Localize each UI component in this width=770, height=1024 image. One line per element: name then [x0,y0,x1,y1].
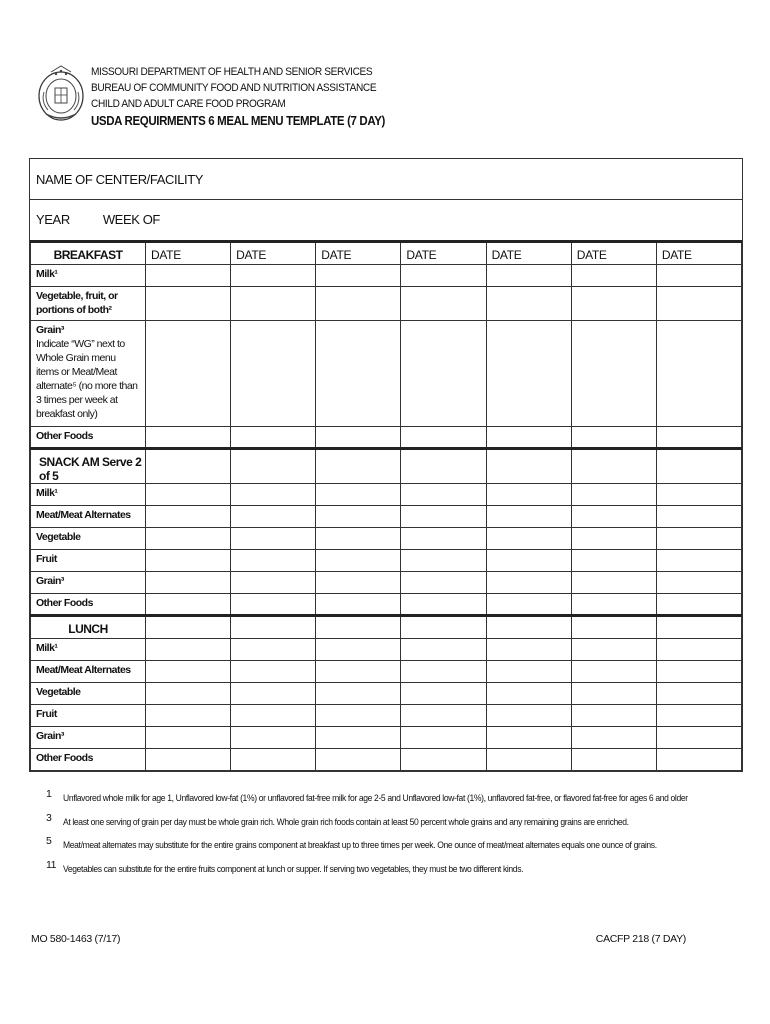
year-field-label[interactable]: YEAR [36,212,70,227]
form-header [91,64,385,130]
footnote [46,859,746,883]
row-label: Other Foods [31,594,146,616]
menu-cell[interactable] [146,506,231,528]
menu-cell[interactable] [656,321,741,427]
snack-title: SNACK AM Serve 2 of 5 [31,449,146,484]
table-row [31,265,742,287]
program-name: CHILD AND ADULT CARE FOOD PROGRAM [91,98,286,110]
menu-cell[interactable] [231,705,316,727]
menu-cell[interactable] [571,528,656,550]
menu-cell[interactable] [146,683,231,705]
menu-cell[interactable] [571,427,656,449]
menu-cell[interactable] [231,639,316,661]
menu-cell[interactable] [316,727,401,749]
facility-name-field[interactable] [30,159,742,200]
menu-cell[interactable] [571,727,656,749]
menu-cell[interactable] [146,484,231,506]
footnote-number: 3 [46,811,52,824]
date-header[interactable]: DATE [231,242,316,265]
menu-cell[interactable] [146,661,231,683]
menu-cell[interactable] [316,265,401,287]
menu-cell[interactable] [401,484,486,506]
menu-cell[interactable] [231,528,316,550]
menu-cell[interactable] [486,287,571,321]
row-label: Vegetable [31,528,146,550]
footnote-number: 5 [46,835,52,847]
table-row [31,661,742,683]
menu-cell[interactable] [401,749,486,771]
breakfast-header-row [31,242,742,265]
menu-cell[interactable] [231,594,316,616]
menu-cell[interactable] [401,506,486,528]
menu-cell[interactable] [231,727,316,749]
grain-label: Grain³ [36,324,64,336]
table-row [31,287,742,321]
table-row [31,528,742,550]
date-header[interactable]: DATE [486,242,571,265]
menu-cell[interactable] [316,427,401,449]
menu-cell[interactable] [571,661,656,683]
row-label: Vegetable [31,683,146,705]
row-label: Vegetable, fruit, or portions of both² [31,287,146,321]
menu-cell[interactable] [656,528,741,550]
row-label: Other Foods [31,749,146,771]
menu-cell[interactable] [571,506,656,528]
menu-cell[interactable] [656,749,741,771]
menu-cell[interactable] [401,321,486,427]
menu-cell[interactable] [146,594,231,616]
menu-cell[interactable] [401,572,486,594]
menu-cell[interactable] [486,528,571,550]
menu-cell[interactable] [401,727,486,749]
menu-cell[interactable] [656,572,741,594]
menu-cell[interactable] [486,572,571,594]
table-row [31,727,742,749]
menu-cell[interactable] [571,321,656,427]
menu-cell[interactable] [316,705,401,727]
menu-cell[interactable] [401,550,486,572]
date-header[interactable]: DATE [571,242,656,265]
table-row [31,683,742,705]
menu-cell[interactable] [571,705,656,727]
row-label: Fruit [31,550,146,572]
table-row [31,705,742,727]
menu-cell[interactable] [146,287,231,321]
menu-cell[interactable] [146,639,231,661]
menu-cell[interactable] [316,550,401,572]
facility-name-label: NAME OF CENTER/FACILITY [36,172,204,187]
menu-cell[interactable] [146,705,231,727]
menu-cell[interactable] [571,484,656,506]
form-title: USDA REQUIRMENTS 6 MEAL MENU TEMPLATE (7 DAY) [91,114,385,128]
menu-cell[interactable] [231,427,316,449]
row-label: Grain³ [31,572,146,594]
menu-cell[interactable] [401,287,486,321]
menu-cell[interactable] [231,661,316,683]
menu-cell[interactable] [316,506,401,528]
menu-table [30,240,742,771]
menu-cell[interactable] [656,484,741,506]
menu-cell[interactable] [571,683,656,705]
row-label [31,321,146,427]
row-label: Milk¹ [31,265,146,287]
menu-cell[interactable] [231,484,316,506]
table-row [31,749,742,771]
footnote [46,788,746,812]
menu-cell[interactable] [656,727,741,749]
table-row [31,639,742,661]
footnote [46,812,746,836]
menu-cell[interactable] [486,639,571,661]
menu-cell[interactable] [571,287,656,321]
menu-cell[interactable] [146,749,231,771]
row-label: Milk¹ [31,484,146,506]
snack-header-row [31,449,742,484]
menu-cell[interactable] [486,550,571,572]
grain-note: Indicate “WG” next to Whole Grain menu items or Meat/Meat alternate⁵ (no more than 3 times per week at breakfast only) [36,338,138,420]
menu-cell[interactable] [401,528,486,550]
menu-form [29,158,743,772]
menu-cell[interactable] [401,639,486,661]
row-label: Other Foods [31,427,146,449]
menu-cell[interactable] [486,683,571,705]
menu-cell[interactable] [486,427,571,449]
menu-cell[interactable] [656,594,741,616]
menu-cell[interactable] [656,506,741,528]
date-header[interactable]: DATE [316,242,401,265]
menu-cell[interactable] [486,705,571,727]
table-row [31,427,742,449]
menu-cell[interactable] [656,550,741,572]
menu-cell[interactable] [316,749,401,771]
menu-cell[interactable] [231,321,316,427]
menu-cell[interactable] [571,550,656,572]
menu-cell[interactable] [401,661,486,683]
week-of-field-label[interactable]: WEEK OF [102,212,160,227]
table-row [31,321,742,427]
table-row [31,550,742,572]
lunch-title: LUNCH [31,616,146,639]
menu-cell[interactable] [146,427,231,449]
year-week-row [30,200,742,240]
menu-cell[interactable] [231,287,316,321]
menu-cell[interactable] [656,661,741,683]
menu-cell[interactable] [316,639,401,661]
menu-cell[interactable] [486,749,571,771]
menu-cell[interactable] [486,594,571,616]
table-row [31,594,742,616]
row-label: Grain³ [31,727,146,749]
form-code: CACFP 218 (7 DAY) [595,933,686,945]
menu-cell[interactable] [401,427,486,449]
menu-cell[interactable] [231,749,316,771]
menu-cell[interactable] [486,661,571,683]
menu-cell[interactable] [146,572,231,594]
menu-cell[interactable] [656,427,741,449]
menu-cell[interactable] [486,727,571,749]
menu-cell[interactable] [571,639,656,661]
menu-cell[interactable] [486,484,571,506]
row-label: Milk¹ [31,639,146,661]
menu-cell[interactable] [401,705,486,727]
table-row [31,572,742,594]
menu-cell[interactable] [316,287,401,321]
date-header[interactable]: DATE [146,242,231,265]
row-label: Meat/Meat Alternates [31,661,146,683]
menu-cell[interactable] [656,639,741,661]
menu-cell[interactable] [316,528,401,550]
menu-cell[interactable] [656,287,741,321]
menu-cell[interactable] [316,484,401,506]
footnotes [46,788,746,882]
bureau-name: BUREAU OF COMMUNITY FOOD AND NUTRITION ASSISTANCE [91,82,377,94]
footnote-number: 11 [46,858,57,871]
menu-cell[interactable] [316,321,401,427]
menu-cell[interactable] [656,265,741,287]
lunch-header-row [31,616,742,639]
menu-cell[interactable] [401,594,486,616]
menu-cell[interactable] [146,265,231,287]
menu-cell[interactable] [571,572,656,594]
menu-cell[interactable] [231,506,316,528]
menu-cell[interactable] [316,572,401,594]
menu-cell[interactable] [401,683,486,705]
menu-cell[interactable] [146,321,231,427]
menu-cell[interactable] [231,683,316,705]
menu-cell[interactable] [571,749,656,771]
footnote-text: At least one serving of grain per day must be whole grain rich. Whole grain rich foods contain at least 50 percent whole grains and any remaining grains are enriched. [63,816,629,828]
footnote-number: 1 [46,788,52,800]
row-label: Meat/Meat Alternates [31,506,146,528]
menu-cell[interactable] [316,683,401,705]
row-label: Fruit [31,705,146,727]
menu-cell[interactable] [316,661,401,683]
table-row [31,484,742,506]
menu-cell[interactable] [571,265,656,287]
date-header[interactable]: DATE [401,242,486,265]
footnote-text: Unflavored whole milk for age 1, Unflavored low-fat (1%) or unflavored fat-free milk for age 2-5 and Unflavored low-fat (1%), unflavored fat-free, or flavored fat-free for ages 6 and older [63,793,688,804]
menu-cell[interactable] [146,528,231,550]
breakfast-title: BREAKFAST [31,242,146,265]
department-name: MISSOURI DEPARTMENT OF HEALTH AND SENIOR SERVICES [91,66,373,78]
date-header[interactable]: DATE [656,242,741,265]
menu-cell[interactable] [231,550,316,572]
menu-cell[interactable] [146,727,231,749]
menu-cell[interactable] [401,265,486,287]
missouri-state-seal-icon [36,62,86,126]
menu-cell[interactable] [571,594,656,616]
footnote [46,835,746,859]
menu-cell[interactable] [656,683,741,705]
footnote-text: Meat/meat alternates may substitute for the entire grains component at breakfast up to three times per week. One ounce of meat/meat alternates equals one ounce of grains. [63,840,657,851]
menu-cell[interactable] [231,572,316,594]
menu-cell[interactable] [486,506,571,528]
menu-cell[interactable] [656,705,741,727]
form-number: MO 580-1463 (7/17) [31,933,121,945]
menu-cell[interactable] [316,594,401,616]
menu-cell[interactable] [231,265,316,287]
menu-cell[interactable] [146,550,231,572]
footnote-text: Vegetables can substitute for the entire fruits component at lunch or supper. If serving two vegetables, they must be two different kinds. [63,863,524,875]
menu-cell[interactable] [486,321,571,427]
menu-cell[interactable] [486,265,571,287]
table-row [31,506,742,528]
